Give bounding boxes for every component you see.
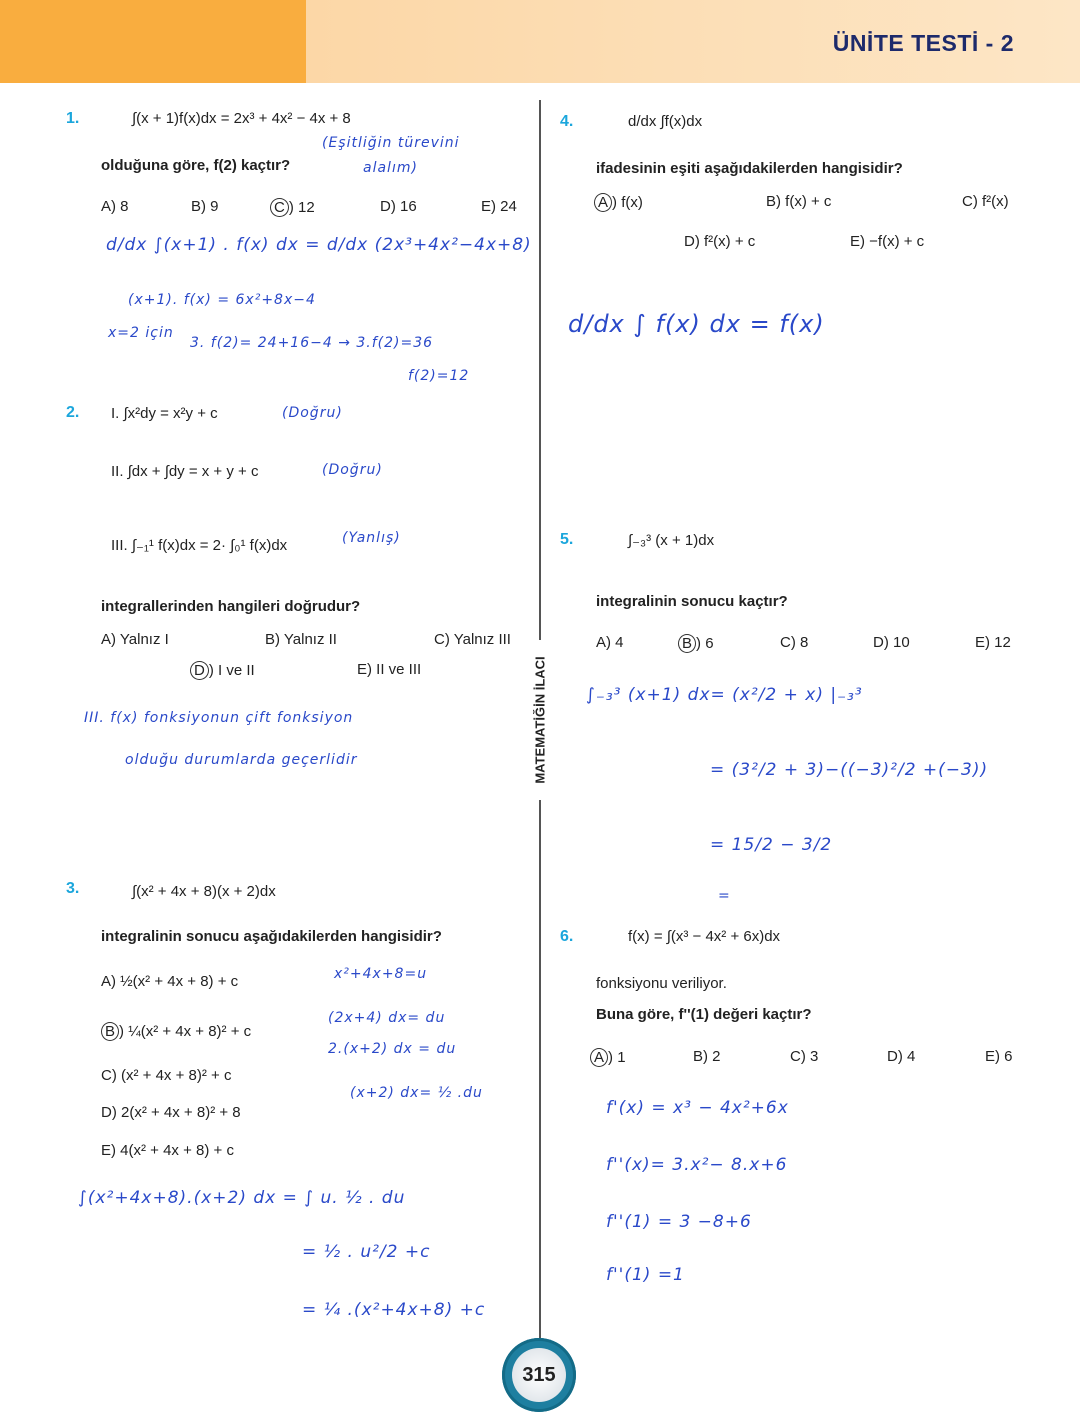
q5-stem: integralinin sonucu kaçtır? bbox=[596, 593, 788, 610]
q5-note: = (3²/2 + 3)−((−3)²/2 +(−3)) bbox=[710, 760, 989, 780]
q1-note: 3. f(2)= 24+16−4 → 3.f(2)=36 bbox=[190, 335, 434, 351]
q1-option-b[interactable]: B) 9 bbox=[191, 198, 219, 215]
q4-option-c[interactable]: C) f²(x) bbox=[962, 193, 1009, 210]
answer-circle: D bbox=[190, 661, 209, 680]
q1-note: alalım) bbox=[363, 160, 418, 176]
q2-item-1: I. ∫x²dy = x²y + c bbox=[111, 405, 218, 422]
q2-option-d[interactable]: D ) I ve II bbox=[194, 661, 255, 680]
q1-note: x=2 için bbox=[108, 325, 174, 341]
answer-circle: C bbox=[270, 198, 289, 217]
q6-expression: f(x) = ∫(x³ − 4x² + 6x)dx bbox=[628, 928, 781, 945]
q4-option-a[interactable]: A ) f(x) bbox=[594, 193, 643, 212]
q2-option-c[interactable]: C) Yalnız III bbox=[434, 631, 511, 648]
q6-number: 6. bbox=[560, 928, 574, 945]
q6-option-e[interactable]: E) 6 bbox=[985, 1048, 1013, 1065]
q3-option-c[interactable]: C) (x² + 4x + 8)² + c bbox=[101, 1067, 232, 1084]
q3-note: ∫(x²+4x+8).(x+2) dx = ∫ u. ½ . du bbox=[78, 1188, 406, 1208]
page-number: 315 bbox=[512, 1348, 566, 1402]
q3-note: (x+2) dx= ½ .du bbox=[350, 1085, 483, 1101]
q1-stem: olduğuna göre, f(2) kaçtır? bbox=[101, 157, 291, 174]
q4-option-b[interactable]: B) f(x) + c bbox=[766, 193, 832, 210]
q5-option-a[interactable]: A) 4 bbox=[596, 634, 624, 651]
q5-note: = bbox=[718, 888, 731, 904]
q3-note: 2.(x+2) dx = du bbox=[328, 1041, 457, 1057]
q1-option-d[interactable]: D) 16 bbox=[380, 198, 417, 215]
q4-expression: d/dx ∫f(x)dx bbox=[628, 113, 703, 130]
side-brand-text: MATEMATİĞİN İLACI bbox=[532, 656, 548, 784]
q3-number: 3. bbox=[66, 880, 80, 897]
q2-option-e[interactable]: E) II ve III bbox=[357, 661, 422, 678]
answer-circle: A bbox=[590, 1048, 608, 1067]
q1-note: (Eşitliğin türevini bbox=[322, 135, 460, 151]
q2-stem: integrallerinden hangileri doğrudur? bbox=[101, 598, 361, 615]
q4-number: 4. bbox=[560, 113, 574, 130]
q2-note: (Doğru) bbox=[322, 462, 383, 478]
q4-note: d/dx ∫ f(x) dx = f(x) bbox=[568, 310, 825, 338]
header-banner bbox=[0, 0, 1080, 83]
unit-test-title: ÜNİTE TESTİ - 2 bbox=[832, 30, 1014, 56]
q6-option-b[interactable]: B) 2 bbox=[693, 1048, 721, 1065]
q6-option-d[interactable]: D) 4 bbox=[887, 1048, 916, 1065]
q3-option-e[interactable]: E) 4(x² + 4x + 8) + c bbox=[101, 1142, 234, 1159]
q2-note: III. f(x) fonksiyonun çift fonksiyon bbox=[84, 710, 354, 726]
q2-item-3: III. ∫₋₁¹ f(x)dx = 2· ∫₀¹ f(x)dx bbox=[111, 537, 288, 554]
q1-option-c[interactable]: C ) 12 bbox=[274, 198, 315, 217]
q5-note: = 15/2 − 3/2 bbox=[710, 835, 833, 855]
q2-option-b[interactable]: B) Yalnız II bbox=[265, 631, 337, 648]
q3-note: x²+4x+8=u bbox=[334, 966, 428, 982]
q5-option-e[interactable]: E) 12 bbox=[975, 634, 1011, 651]
q4-stem: ifadesinin eşiti aşağıdakilerden hangisidir? bbox=[596, 160, 903, 177]
q6-option-a[interactable]: A ) 1 bbox=[590, 1048, 626, 1067]
q3-stem: integralinin sonucu aşağıdakilerden hangisidir? bbox=[101, 928, 442, 945]
q2-note: (Doğru) bbox=[282, 405, 343, 421]
q2-note: (Yanlış) bbox=[342, 530, 401, 546]
header-orange-block bbox=[0, 0, 306, 83]
q6-line: fonksiyonu veriliyor. bbox=[596, 975, 727, 992]
q2-item-2: II. ∫dx + ∫dy = x + y + c bbox=[111, 463, 259, 480]
q1-number: 1. bbox=[66, 110, 80, 127]
q5-number: 5. bbox=[560, 531, 574, 548]
side-brand bbox=[528, 640, 552, 800]
page-number-badge bbox=[502, 1338, 576, 1412]
q2-option-a[interactable]: A) Yalnız I bbox=[101, 631, 169, 648]
q1-option-e[interactable]: E) 24 bbox=[481, 198, 517, 215]
q5-option-c[interactable]: C) 8 bbox=[780, 634, 809, 651]
q3-option-b-value: ¼(x² + 4x + 8)² + c bbox=[128, 1023, 252, 1040]
q1-note: (x+1). f(x) = 6x²+8x−4 bbox=[128, 292, 316, 308]
q1-note: d/dx ∫(x+1) . f(x) dx = d/dx (2x³+4x²−4x+8) bbox=[106, 235, 532, 255]
q6-option-c[interactable]: C) 3 bbox=[790, 1048, 819, 1065]
q2-note: olduğu durumlarda geçerlidir bbox=[125, 752, 358, 768]
q3-option-a[interactable]: A) ½(x² + 4x + 8) + c bbox=[101, 973, 239, 990]
q3-note: = ½ . u²/2 +c bbox=[302, 1242, 431, 1262]
q2-number: 2. bbox=[66, 404, 80, 421]
q6-note: f''(1) =1 bbox=[606, 1265, 685, 1285]
q4-option-a-value: f(x) bbox=[621, 194, 643, 211]
q6-note: f''(x)= 3.x²− 8.x+6 bbox=[606, 1155, 788, 1175]
q4-option-e[interactable]: E) −f(x) + c bbox=[850, 233, 925, 250]
q1-option-c-value: 12 bbox=[298, 199, 315, 216]
q5-option-d[interactable]: D) 10 bbox=[873, 634, 910, 651]
q5-option-b-value: 6 bbox=[705, 635, 714, 652]
answer-circle: A bbox=[594, 193, 612, 212]
q6-stem: Buna göre, f''(1) değeri kaçtır? bbox=[596, 1006, 812, 1023]
q2-option-d-value: I ve II bbox=[218, 662, 255, 679]
q3-note: (2x+4) dx= du bbox=[328, 1010, 446, 1026]
q5-option-b[interactable]: B ) 6 bbox=[682, 634, 714, 653]
q5-note: ∫₋₃³ (x+1) dx= (x²/2 + x) |₋₃³ bbox=[586, 685, 863, 705]
q3-expression: ∫(x² + 4x + 8)(x + 2)dx bbox=[132, 883, 276, 900]
q3-option-b[interactable]: B ) ¼(x² + 4x + 8)² + c bbox=[101, 1022, 251, 1041]
q5-expression: ∫₋₃³ (x + 1)dx bbox=[628, 532, 715, 549]
q6-note: f''(1) = 3 −8+6 bbox=[606, 1212, 752, 1232]
q1-option-a[interactable]: A) 8 bbox=[101, 198, 129, 215]
q1-note: f(2)=12 bbox=[408, 368, 470, 384]
q1-expression: ∫(x + 1)f(x)dx = 2x³ + 4x² − 4x + 8 bbox=[132, 110, 351, 127]
q4-option-d[interactable]: D) f²(x) + c bbox=[684, 233, 756, 250]
answer-circle: B bbox=[678, 634, 696, 653]
q3-note: = ¼ .(x²+4x+8) +c bbox=[302, 1300, 486, 1320]
q6-note: f'(x) = x³ − 4x²+6x bbox=[606, 1098, 789, 1118]
q6-option-a-value: 1 bbox=[617, 1049, 626, 1066]
q3-option-d[interactable]: D) 2(x² + 4x + 8)² + 8 bbox=[101, 1104, 241, 1121]
answer-circle: B bbox=[101, 1022, 119, 1041]
